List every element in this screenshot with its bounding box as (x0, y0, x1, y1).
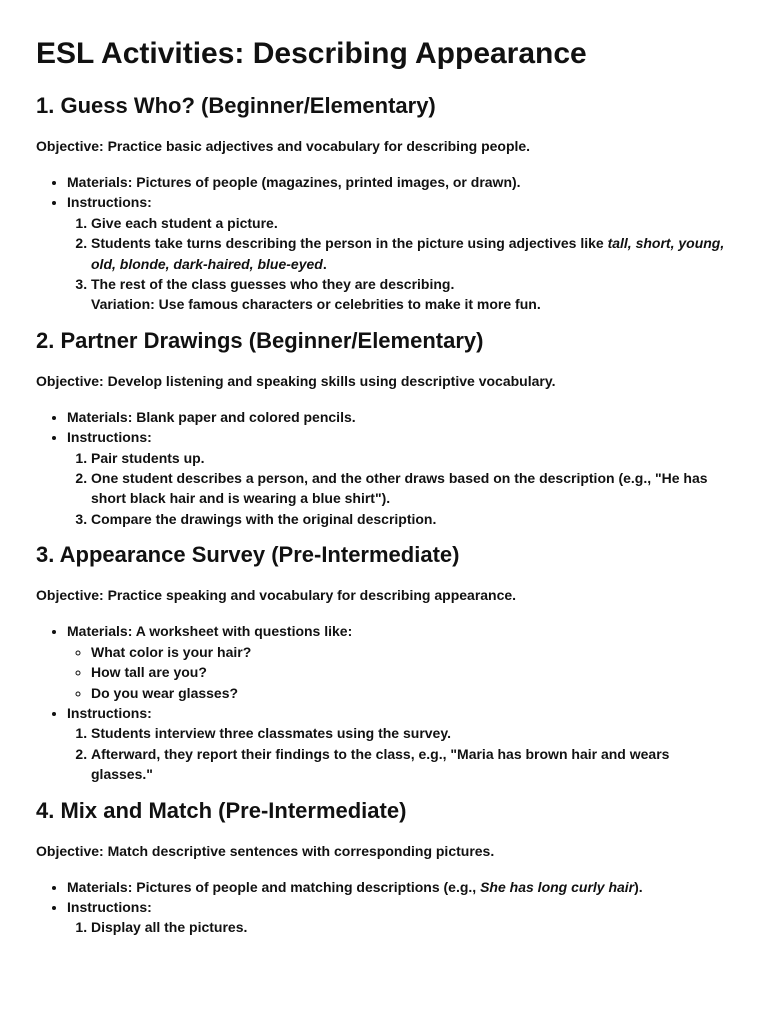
instructions-label: Instructions: (67, 194, 152, 211)
step-text: Pair students up. (91, 449, 205, 466)
step-item (91, 274, 732, 315)
step-text: Students interview three classmates using the survey. (91, 725, 451, 742)
section-guess-who (36, 92, 732, 315)
materials-item (67, 877, 732, 897)
bullet-list (36, 407, 732, 529)
bullet-list (36, 877, 732, 938)
questions-list (67, 642, 732, 703)
question-item (91, 662, 732, 682)
step-text: Afterward, they report their findings to the class, e.g., "Maria has brown hair and wears glasses." (91, 745, 670, 783)
section-heading: 1. Guess Who? (Beginner/Elementary) (36, 93, 436, 118)
step-item (91, 448, 732, 468)
page-title: ESL Activities: Describing Appearance (36, 37, 587, 70)
materials-item (67, 407, 732, 427)
instructions-item (67, 897, 732, 938)
step-text: Students take turns describing the person in the picture using adjectives like (91, 235, 608, 252)
section-heading: 2. Partner Drawings (Beginner/Elementary) (36, 327, 484, 353)
step-text: The rest of the class guesses who they are describing. (91, 276, 455, 293)
step-item (91, 468, 732, 509)
materials-text: Materials: Pictures of people and matching descriptions (e.g., (67, 878, 481, 895)
section-heading: 3. Appearance Survey (Pre-Intermediate) (36, 542, 460, 568)
step-item (91, 744, 732, 785)
step-text-end: . (322, 255, 327, 272)
step-text: Give each student a picture. (91, 214, 278, 231)
section-heading: 4. Mix and Match (Pre-Intermediate) (36, 797, 407, 823)
step-text: One student describes a person, and the other draws based on the description (e.g., "He has short black hair and is wearing a blue shirt"). (91, 470, 708, 507)
step-italic-text: tall, short, young, old, blonde, dark-haired, blue-eyed (91, 235, 725, 272)
bullet-list (36, 621, 732, 784)
bullet-list (36, 172, 732, 315)
question-text: Do you wear glasses? (91, 684, 239, 701)
section-objective: Objective: Practice basic adjectives and vocabulary for describing people. (36, 138, 531, 154)
materials-item (67, 172, 732, 192)
section-objective: Objective: Practice speaking and vocabulary for describing appearance. (36, 587, 517, 604)
materials-text: Materials: Blank paper and colored pencils. (67, 408, 356, 425)
materials-italic-text: She has long curly hair (480, 878, 635, 895)
question-item (91, 683, 732, 703)
step-item (91, 723, 732, 743)
instructions-label: Instructions: (67, 429, 152, 446)
steps-list (67, 917, 732, 937)
instructions-item (67, 703, 732, 785)
instructions-item (67, 192, 732, 314)
step-text: Display all the pictures. (91, 919, 248, 936)
section-objective: Objective: Match descriptive sentences with corresponding pictures. (36, 842, 495, 859)
steps-list (67, 448, 732, 530)
steps-list (67, 213, 732, 315)
section-appearance-survey (36, 541, 732, 784)
question-item (91, 642, 732, 662)
materials-text: Materials: A worksheet with questions like: (67, 623, 353, 640)
steps-list (67, 723, 732, 784)
instructions-label: Instructions: (67, 704, 152, 721)
variation-text: Variation: Use famous characters or celebrities to make it more fun. (91, 296, 541, 313)
step-item (91, 509, 732, 529)
materials-item (67, 621, 732, 703)
instructions-label: Instructions: (67, 898, 152, 915)
step-item (91, 917, 732, 937)
section-partner-drawings (36, 327, 732, 529)
section-mix-and-match (36, 797, 732, 938)
instructions-item (67, 427, 732, 529)
question-text: What color is your hair? (91, 643, 252, 660)
step-text: Compare the drawings with the original description. (91, 510, 437, 527)
section-objective: Objective: Develop listening and speaking skills using descriptive vocabulary. (36, 372, 556, 389)
materials-text-end: ). (634, 878, 643, 895)
step-item (91, 213, 732, 233)
step-item (91, 233, 732, 274)
question-text: How tall are you? (91, 664, 207, 681)
materials-text: Materials: Pictures of people (magazines, printed images, or drawn). (67, 174, 521, 190)
